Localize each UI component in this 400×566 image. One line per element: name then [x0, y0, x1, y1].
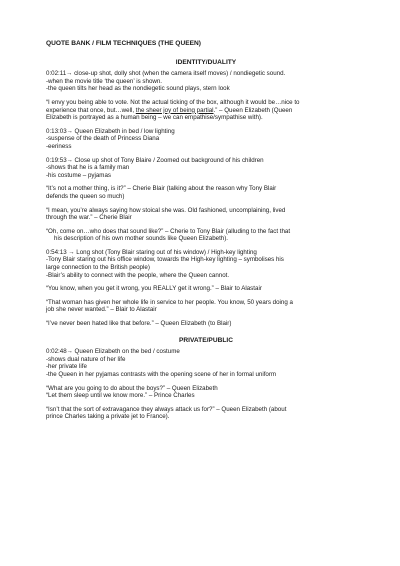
note-line: -Tony Blair staring out his office window, towards the High-key lighting – symbolises his — [46, 256, 284, 264]
quote-line: defends the queen so much) — [46, 192, 125, 200]
quote-block — [46, 207, 366, 222]
note-line: -the Queen in her pyjamas contrasts with the opening scene of her in formal uniform — [46, 371, 277, 378]
underlined-quote-text: the sheer joy of being partial — [135, 106, 214, 114]
quote-line: his description of his own mother sounds like Queen Elizabeth). — [54, 235, 229, 243]
quote-text: experience that once, but…well, — [46, 106, 136, 114]
note-block — [46, 128, 366, 151]
note-line: 0:13:03→ Queen Elizabeth in bed / low lighting — [46, 127, 175, 135]
note-line: 0:02:48→ Queen Elizabeth on the bed / costume — [46, 348, 180, 356]
note-line: -eeriness — [46, 142, 72, 150]
document-title: QUOTE BANK / FILM TECHNIQUES (THE QUEEN) — [46, 40, 201, 47]
note-block — [46, 157, 366, 180]
quote-line: through the war.” – Cherie Blair — [46, 214, 132, 222]
note-block — [46, 348, 366, 378]
note-line: -shows dual nature of her life — [46, 355, 126, 363]
quote-line: “That woman has given her whole life in service to her people. You know, 50 years doing a — [46, 298, 293, 306]
quote-block — [46, 228, 366, 243]
note-line: 0:02:11→ close-up shot, dolly shot (when the camera itself moves) / nondiegetic sound. — [46, 70, 286, 78]
section-heading-private-public: PRIVATE/PUBLIC — [179, 336, 233, 344]
note-line: -suspense of the death of Princess Diana — [46, 135, 160, 143]
quote-block — [46, 285, 366, 293]
section-heading-identity: IDENTITY/DUALITY — [175, 58, 237, 66]
note-line: -the queen tilts her head as the nondiegetic sound plays, stern look — [46, 85, 230, 93]
note-line: -shows that he is a family man — [46, 164, 130, 172]
quote-block — [46, 385, 366, 400]
quote-line: “Isn’t that the sort of extravagance they always attack us for?” – Queen Elizabeth (about — [46, 405, 287, 413]
quote-line: job she never wanted.” – Blair to Alastair — [46, 306, 157, 314]
quote-block — [46, 299, 366, 314]
quote-text: .” – Queen Elizabeth (Queen — [213, 106, 293, 114]
quote-line: Elizabeth is portrayed as a human being – we can empathise/sympathise with). — [46, 114, 263, 122]
quote-line — [46, 107, 366, 115]
quote-line: “What are you going to do about the boys?” – Queen Elizabeth — [46, 384, 218, 392]
quote-line: prince Charles taking a private jet to France). — [46, 413, 170, 421]
quote-line: “Let them sleep until we know more.” – Prince Charles — [46, 392, 195, 400]
note-line: -his costume – pyjamas — [46, 171, 111, 179]
quote-block — [46, 185, 366, 200]
note-line: 0:54:13 → Long shot (Tony Blair staring out of his window) / High-key lighting — [46, 248, 257, 256]
quote-line: “You know, when you get it wrong, you REALLY get it wrong.” – Blair to Alastair — [46, 285, 262, 293]
note-block — [46, 249, 366, 279]
quote-block — [46, 406, 366, 421]
note-line: -her private life — [46, 363, 87, 371]
quote-line: “I’ve never been hated like that before.” – Queen Elizabeth (to Blair) — [46, 320, 232, 328]
quote-line: “It’s not a mother thing, is it?” – Cherie Blair (talking about the reason why Tony Blair — [46, 185, 277, 193]
quote-line: “I mean, you’re always saying how stoical she was. Old fashioned, uncomplaining, lived — [46, 206, 286, 214]
note-line: 0:19:53→ Close up shot of Tony Blaire / Zoomed out background of his children — [46, 156, 264, 164]
quote-block — [46, 99, 366, 122]
quote-line: “I envy you being able to vote. Not the actual ticking of the box, although it would be…nice to — [46, 98, 300, 106]
note-block — [46, 70, 366, 93]
quote-block — [46, 320, 366, 328]
note-line: -Blair’s ability to connect with the people, where the Queen cannot. — [46, 271, 230, 279]
note-line: large connection to the British people) — [46, 264, 150, 272]
quote-line: “Oh, come on…who does that sound like?” – Cherie to Tony Blair (alluding to the fact that — [46, 227, 291, 235]
note-line: -when the movie title ‘the queen’ is shown. — [46, 77, 163, 85]
document-page — [46, 40, 366, 427]
